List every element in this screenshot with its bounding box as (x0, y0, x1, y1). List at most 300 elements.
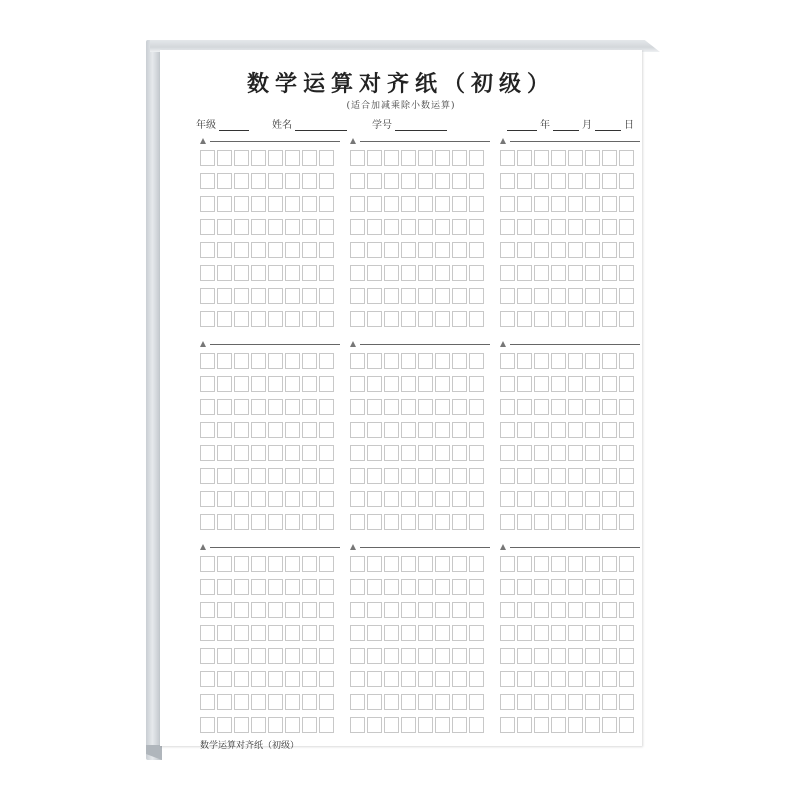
digit-cell[interactable] (551, 648, 566, 664)
digit-cell[interactable] (517, 602, 532, 618)
digit-cell[interactable] (418, 694, 433, 710)
digit-cell[interactable] (534, 491, 549, 507)
digit-cell[interactable] (452, 265, 467, 281)
digit-cell[interactable] (401, 150, 416, 166)
digit-cell[interactable] (319, 150, 334, 166)
digit-cell[interactable] (200, 625, 215, 641)
digit-cell[interactable] (452, 353, 467, 369)
digit-cell[interactable] (619, 694, 634, 710)
digit-cell[interactable] (452, 422, 467, 438)
digit-cell[interactable] (418, 579, 433, 595)
digit-cell[interactable] (285, 265, 300, 281)
digit-cell[interactable] (302, 468, 317, 484)
digit-cell[interactable] (418, 468, 433, 484)
digit-cell[interactable] (285, 445, 300, 461)
digit-cell[interactable] (517, 173, 532, 189)
digit-cell[interactable] (285, 671, 300, 687)
digit-cell[interactable] (534, 625, 549, 641)
digit-cell[interactable] (500, 311, 515, 327)
digit-cell[interactable] (319, 173, 334, 189)
digit-cell[interactable] (268, 399, 283, 415)
digit-cell[interactable] (568, 311, 583, 327)
digit-cell[interactable] (418, 242, 433, 258)
digit-cell[interactable] (350, 491, 365, 507)
digit-cell[interactable] (234, 265, 249, 281)
digit-cell[interactable] (619, 625, 634, 641)
digit-cell[interactable] (401, 242, 416, 258)
digit-cell[interactable] (452, 150, 467, 166)
digit-cell[interactable] (384, 150, 399, 166)
digit-cell[interactable] (268, 376, 283, 392)
digit-cell[interactable] (251, 265, 266, 281)
digit-cell[interactable] (319, 491, 334, 507)
month-blank[interactable] (553, 119, 579, 131)
digit-cell[interactable] (469, 625, 484, 641)
digit-cell[interactable] (418, 399, 433, 415)
digit-cell[interactable] (217, 694, 232, 710)
digit-cell[interactable] (285, 422, 300, 438)
digit-cell[interactable] (551, 717, 566, 733)
problem-line[interactable] (510, 547, 640, 548)
digit-cell[interactable] (319, 445, 334, 461)
digit-cell[interactable] (200, 671, 215, 687)
digit-cell[interactable] (619, 445, 634, 461)
digit-cell[interactable] (200, 694, 215, 710)
digit-cell[interactable] (251, 353, 266, 369)
digit-cell[interactable] (384, 556, 399, 572)
digit-cell[interactable] (585, 265, 600, 281)
digit-cell[interactable] (469, 173, 484, 189)
digit-cell[interactable] (367, 491, 382, 507)
digit-cell[interactable] (401, 717, 416, 733)
digit-cell[interactable] (551, 514, 566, 530)
digit-cell[interactable] (619, 376, 634, 392)
digit-cell[interactable] (217, 196, 232, 212)
digit-cell[interactable] (551, 491, 566, 507)
digit-cell[interactable] (251, 219, 266, 235)
digit-cell[interactable] (435, 514, 450, 530)
digit-cell[interactable] (602, 468, 617, 484)
digit-cell[interactable] (401, 288, 416, 304)
digit-cell[interactable] (500, 717, 515, 733)
digit-cell[interactable] (217, 219, 232, 235)
digit-cell[interactable] (585, 219, 600, 235)
digit-cell[interactable] (200, 242, 215, 258)
digit-cell[interactable] (517, 694, 532, 710)
digit-cell[interactable] (384, 491, 399, 507)
digit-cell[interactable] (384, 602, 399, 618)
digit-cell[interactable] (268, 648, 283, 664)
digit-cell[interactable] (500, 514, 515, 530)
digit-cell[interactable] (401, 445, 416, 461)
digit-cell[interactable] (602, 579, 617, 595)
digit-cell[interactable] (551, 671, 566, 687)
digit-cell[interactable] (268, 717, 283, 733)
digit-cell[interactable] (268, 150, 283, 166)
digit-cell[interactable] (568, 717, 583, 733)
digit-cell[interactable] (234, 311, 249, 327)
digit-cell[interactable] (285, 399, 300, 415)
digit-cell[interactable] (302, 311, 317, 327)
year-blank[interactable] (507, 119, 537, 131)
digit-cell[interactable] (234, 556, 249, 572)
digit-cell[interactable] (619, 265, 634, 281)
digit-cell[interactable] (350, 602, 365, 618)
digit-cell[interactable] (268, 671, 283, 687)
digit-cell[interactable] (585, 556, 600, 572)
digit-cell[interactable] (234, 468, 249, 484)
digit-cell[interactable] (469, 468, 484, 484)
digit-cell[interactable] (435, 579, 450, 595)
digit-cell[interactable] (401, 648, 416, 664)
digit-cell[interactable] (217, 150, 232, 166)
digit-cell[interactable] (619, 173, 634, 189)
digit-cell[interactable] (200, 491, 215, 507)
digit-cell[interactable] (234, 150, 249, 166)
digit-cell[interactable] (319, 219, 334, 235)
digit-cell[interactable] (384, 288, 399, 304)
digit-cell[interactable] (517, 468, 532, 484)
digit-cell[interactable] (350, 671, 365, 687)
digit-cell[interactable] (251, 173, 266, 189)
digit-cell[interactable] (302, 173, 317, 189)
digit-cell[interactable] (200, 422, 215, 438)
digit-cell[interactable] (418, 717, 433, 733)
digit-cell[interactable] (367, 602, 382, 618)
digit-cell[interactable] (551, 579, 566, 595)
digit-cell[interactable] (367, 219, 382, 235)
digit-cell[interactable] (568, 288, 583, 304)
digit-cell[interactable] (319, 422, 334, 438)
digit-cell[interactable] (435, 491, 450, 507)
digit-cell[interactable] (350, 648, 365, 664)
digit-cell[interactable] (551, 196, 566, 212)
digit-cell[interactable] (367, 265, 382, 281)
digit-cell[interactable] (350, 353, 365, 369)
digit-cell[interactable] (302, 648, 317, 664)
digit-cell[interactable] (500, 288, 515, 304)
digit-cell[interactable] (534, 694, 549, 710)
digit-cell[interactable] (367, 376, 382, 392)
digit-cell[interactable] (319, 671, 334, 687)
digit-cell[interactable] (534, 445, 549, 461)
digit-cell[interactable] (285, 150, 300, 166)
digit-cell[interactable] (302, 422, 317, 438)
digit-cell[interactable] (367, 399, 382, 415)
digit-cell[interactable] (602, 399, 617, 415)
digit-cell[interactable] (384, 242, 399, 258)
digit-cell[interactable] (585, 625, 600, 641)
digit-cell[interactable] (384, 468, 399, 484)
digit-cell[interactable] (200, 311, 215, 327)
digit-cell[interactable] (401, 376, 416, 392)
digit-cell[interactable] (602, 602, 617, 618)
digit-cell[interactable] (568, 468, 583, 484)
digit-cell[interactable] (302, 399, 317, 415)
digit-cell[interactable] (452, 514, 467, 530)
digit-cell[interactable] (384, 265, 399, 281)
digit-cell[interactable] (517, 265, 532, 281)
digit-cell[interactable] (418, 311, 433, 327)
digit-cell[interactable] (319, 196, 334, 212)
digit-cell[interactable] (602, 288, 617, 304)
digit-cell[interactable] (585, 602, 600, 618)
digit-cell[interactable] (268, 625, 283, 641)
digit-cell[interactable] (418, 648, 433, 664)
digit-cell[interactable] (285, 491, 300, 507)
digit-cell[interactable] (251, 422, 266, 438)
digit-cell[interactable] (418, 491, 433, 507)
digit-cell[interactable] (568, 219, 583, 235)
digit-cell[interactable] (500, 196, 515, 212)
digit-cell[interactable] (217, 242, 232, 258)
digit-cell[interactable] (200, 602, 215, 618)
digit-cell[interactable] (568, 514, 583, 530)
digit-cell[interactable] (302, 694, 317, 710)
digit-cell[interactable] (551, 399, 566, 415)
digit-cell[interactable] (285, 311, 300, 327)
digit-cell[interactable] (367, 242, 382, 258)
digit-cell[interactable] (500, 376, 515, 392)
digit-cell[interactable] (367, 353, 382, 369)
digit-cell[interactable] (551, 173, 566, 189)
digit-cell[interactable] (452, 602, 467, 618)
digit-cell[interactable] (234, 445, 249, 461)
digit-cell[interactable] (619, 556, 634, 572)
digit-cell[interactable] (200, 514, 215, 530)
digit-cell[interactable] (568, 671, 583, 687)
digit-cell[interactable] (602, 196, 617, 212)
digit-cell[interactable] (435, 265, 450, 281)
digit-cell[interactable] (401, 579, 416, 595)
digit-cell[interactable] (350, 694, 365, 710)
digit-cell[interactable] (435, 311, 450, 327)
digit-cell[interactable] (350, 219, 365, 235)
digit-cell[interactable] (469, 694, 484, 710)
digit-cell[interactable] (517, 648, 532, 664)
digit-cell[interactable] (435, 468, 450, 484)
digit-cell[interactable] (285, 196, 300, 212)
digit-cell[interactable] (534, 196, 549, 212)
digit-cell[interactable] (551, 422, 566, 438)
digit-cell[interactable] (602, 671, 617, 687)
digit-cell[interactable] (319, 625, 334, 641)
digit-cell[interactable] (517, 376, 532, 392)
digit-cell[interactable] (585, 694, 600, 710)
digit-cell[interactable] (350, 399, 365, 415)
digit-cell[interactable] (302, 242, 317, 258)
digit-cell[interactable] (268, 514, 283, 530)
digit-cell[interactable] (418, 288, 433, 304)
digit-cell[interactable] (268, 196, 283, 212)
digit-cell[interactable] (452, 579, 467, 595)
digit-cell[interactable] (602, 625, 617, 641)
digit-cell[interactable] (234, 288, 249, 304)
digit-cell[interactable] (268, 173, 283, 189)
digit-cell[interactable] (251, 694, 266, 710)
digit-cell[interactable] (435, 399, 450, 415)
digit-cell[interactable] (384, 311, 399, 327)
digit-cell[interactable] (367, 579, 382, 595)
digit-cell[interactable] (384, 219, 399, 235)
digit-cell[interactable] (585, 353, 600, 369)
digit-cell[interactable] (568, 173, 583, 189)
digit-cell[interactable] (568, 353, 583, 369)
digit-cell[interactable] (534, 150, 549, 166)
digit-cell[interactable] (435, 219, 450, 235)
digit-cell[interactable] (217, 602, 232, 618)
digit-cell[interactable] (568, 625, 583, 641)
digit-cell[interactable] (384, 648, 399, 664)
digit-cell[interactable] (251, 717, 266, 733)
digit-cell[interactable] (568, 422, 583, 438)
digit-cell[interactable] (350, 173, 365, 189)
digit-cell[interactable] (350, 196, 365, 212)
digit-cell[interactable] (217, 265, 232, 281)
digit-cell[interactable] (500, 625, 515, 641)
digit-cell[interactable] (517, 491, 532, 507)
digit-cell[interactable] (469, 219, 484, 235)
digit-cell[interactable] (435, 717, 450, 733)
digit-cell[interactable] (302, 602, 317, 618)
digit-cell[interactable] (435, 625, 450, 641)
digit-cell[interactable] (534, 399, 549, 415)
digit-cell[interactable] (285, 353, 300, 369)
digit-cell[interactable] (285, 173, 300, 189)
digit-cell[interactable] (319, 353, 334, 369)
digit-cell[interactable] (384, 514, 399, 530)
digit-cell[interactable] (568, 445, 583, 461)
digit-cell[interactable] (435, 648, 450, 664)
digit-cell[interactable] (401, 671, 416, 687)
digit-cell[interactable] (517, 242, 532, 258)
digit-cell[interactable] (435, 353, 450, 369)
digit-cell[interactable] (302, 671, 317, 687)
digit-cell[interactable] (435, 288, 450, 304)
digit-cell[interactable] (350, 717, 365, 733)
digit-cell[interactable] (452, 242, 467, 258)
digit-cell[interactable] (401, 514, 416, 530)
digit-cell[interactable] (551, 445, 566, 461)
digit-cell[interactable] (268, 311, 283, 327)
digit-cell[interactable] (452, 648, 467, 664)
digit-cell[interactable] (602, 648, 617, 664)
digit-cell[interactable] (452, 399, 467, 415)
digit-cell[interactable] (585, 399, 600, 415)
digit-cell[interactable] (551, 288, 566, 304)
digit-cell[interactable] (517, 445, 532, 461)
digit-cell[interactable] (234, 173, 249, 189)
digit-cell[interactable] (469, 422, 484, 438)
digit-cell[interactable] (401, 556, 416, 572)
digit-cell[interactable] (285, 602, 300, 618)
digit-cell[interactable] (401, 602, 416, 618)
digit-cell[interactable] (602, 219, 617, 235)
digit-cell[interactable] (568, 602, 583, 618)
digit-cell[interactable] (251, 150, 266, 166)
digit-cell[interactable] (500, 219, 515, 235)
day-blank[interactable] (595, 119, 621, 131)
digit-cell[interactable] (500, 445, 515, 461)
digit-cell[interactable] (234, 671, 249, 687)
digit-cell[interactable] (350, 625, 365, 641)
digit-cell[interactable] (251, 445, 266, 461)
digit-cell[interactable] (418, 602, 433, 618)
digit-cell[interactable] (500, 648, 515, 664)
digit-cell[interactable] (350, 556, 365, 572)
digit-cell[interactable] (469, 445, 484, 461)
digit-cell[interactable] (350, 242, 365, 258)
digit-cell[interactable] (602, 491, 617, 507)
digit-cell[interactable] (452, 288, 467, 304)
problem-line[interactable] (210, 344, 340, 345)
digit-cell[interactable] (585, 491, 600, 507)
digit-cell[interactable] (251, 376, 266, 392)
digit-cell[interactable] (517, 514, 532, 530)
digit-cell[interactable] (268, 694, 283, 710)
digit-cell[interactable] (251, 671, 266, 687)
digit-cell[interactable] (251, 468, 266, 484)
digit-cell[interactable] (534, 514, 549, 530)
digit-cell[interactable] (367, 648, 382, 664)
digit-cell[interactable] (200, 173, 215, 189)
problem-line[interactable] (210, 141, 340, 142)
digit-cell[interactable] (285, 514, 300, 530)
grade-field[interactable] (196, 116, 252, 131)
digit-cell[interactable] (568, 579, 583, 595)
digit-cell[interactable] (217, 353, 232, 369)
digit-cell[interactable] (319, 311, 334, 327)
digit-cell[interactable] (568, 491, 583, 507)
digit-cell[interactable] (418, 376, 433, 392)
digit-cell[interactable] (401, 265, 416, 281)
digit-cell[interactable] (217, 311, 232, 327)
digit-cell[interactable] (401, 219, 416, 235)
digit-cell[interactable] (517, 625, 532, 641)
digit-cell[interactable] (517, 219, 532, 235)
digit-cell[interactable] (302, 717, 317, 733)
digit-cell[interactable] (551, 694, 566, 710)
digit-cell[interactable] (234, 648, 249, 664)
digit-cell[interactable] (469, 399, 484, 415)
digit-cell[interactable] (619, 717, 634, 733)
digit-cell[interactable] (435, 422, 450, 438)
digit-cell[interactable] (251, 196, 266, 212)
digit-cell[interactable] (367, 150, 382, 166)
digit-cell[interactable] (200, 353, 215, 369)
digit-cell[interactable] (534, 242, 549, 258)
digit-cell[interactable] (619, 399, 634, 415)
digit-cell[interactable] (251, 242, 266, 258)
name-blank[interactable] (295, 119, 347, 131)
digit-cell[interactable] (551, 556, 566, 572)
digit-cell[interactable] (302, 376, 317, 392)
digit-cell[interactable] (217, 671, 232, 687)
digit-cell[interactable] (602, 265, 617, 281)
digit-cell[interactable] (534, 376, 549, 392)
digit-cell[interactable] (251, 625, 266, 641)
digit-cell[interactable] (234, 196, 249, 212)
digit-cell[interactable] (469, 150, 484, 166)
digit-cell[interactable] (268, 288, 283, 304)
digit-cell[interactable] (551, 150, 566, 166)
digit-cell[interactable] (602, 353, 617, 369)
digit-cell[interactable] (585, 196, 600, 212)
digit-cell[interactable] (200, 445, 215, 461)
digit-cell[interactable] (350, 579, 365, 595)
digit-cell[interactable] (350, 150, 365, 166)
digit-cell[interactable] (469, 648, 484, 664)
